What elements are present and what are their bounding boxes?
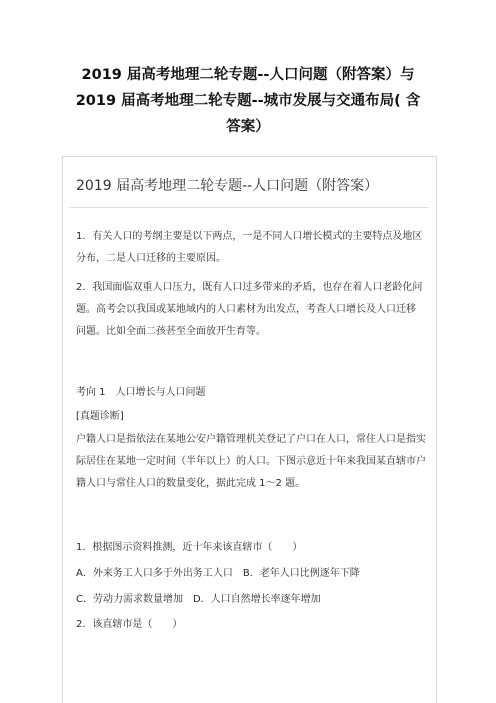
text-line: 分布，二是人口迁移的主要原因。 — [76, 253, 226, 264]
text-line: 问题。比如全面二孩甚至全面放开生育等。 — [76, 326, 266, 337]
paragraph-2 — [76, 277, 428, 343]
text-line: 户籍人口是指依法在某地公安户籍管理机关登记了户口在人口，常住人口是指实 — [76, 434, 426, 445]
question-1: 1．根据图示资料推测，近十年来该直辖市（ ） — [76, 542, 303, 553]
paragraph-3 — [76, 429, 428, 495]
text-line: 际居住在某地一定时间（半年以上）的人口。下图示意近十年来我国某直辖市户 — [76, 456, 426, 467]
question-2: 2．该直辖市是（ ） — [76, 619, 183, 630]
paragraph-1 — [76, 226, 428, 270]
text-line: 1．有关人口的考纲主要是以下两点，一是不同人口增长模式的主要特点及地区 — [76, 231, 423, 242]
text-line: 2．我国面临双重人口压力，既有人口过多带来的矛盾，也存在着人口老龄化问 — [76, 282, 423, 293]
document-title-line-3: 答案） — [226, 119, 270, 135]
document-title — [40, 62, 456, 140]
question-1-options-cd: C．劳动力需求数量增加 D．人口自然增长率逐年增加 — [76, 594, 321, 605]
heading-trend-1: 考向 1 人口增长与人口问题 — [76, 387, 206, 398]
question-1-options-ab: A．外来务工人口多于外出务工人口 B．老年人口比例逐年下降 — [76, 568, 360, 579]
text-line: 题。高考会以我国或某地域内的人口素材为出发点，考查人口增长及人口迁移 — [76, 304, 416, 315]
document-title-line-1: 2019 届高考地理二轮专题--人口问题（附答案）与 — [81, 67, 415, 83]
divider — [69, 207, 429, 208]
section-title: 2019 届高考地理二轮专题--人口问题（附答案） — [76, 178, 379, 194]
text-line: 籍人口与常住人口的数量变化，据此完成 1～2 题。 — [76, 478, 306, 489]
document-title-line-2: 2019 届高考地理二轮专题--城市发展与交通布局( 含 — [75, 93, 421, 109]
heading-diagnosis: [真题诊断] — [76, 411, 124, 422]
